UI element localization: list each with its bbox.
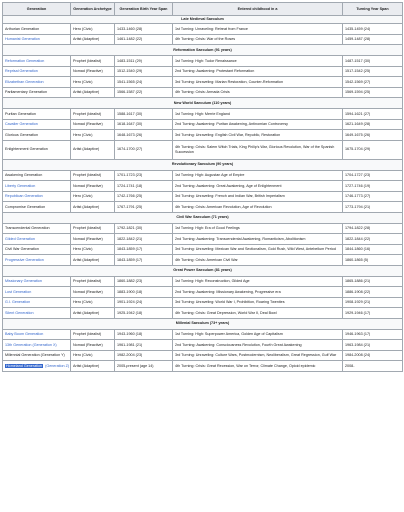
generation-row <box>3 87 403 98</box>
birth-year-span: 1618-1647 (30) <box>115 119 173 130</box>
generation-row <box>3 329 403 340</box>
saeculum-title: Civil War Saeculum (71 years) <box>3 212 403 223</box>
turning-year-span: 1946-1963 (17) <box>343 329 403 340</box>
entered-childhood: 1st Turning: Unraveling: Retreat from France <box>173 24 343 35</box>
saeculum-title: Late Medieval Saeculum <box>3 16 403 24</box>
entered-childhood: 3rd Turning: Unraveling: Culture Wars, Postmodernism, Neoliberalism, Great Regression, Gulf War <box>173 350 343 361</box>
entered-childhood: 1st Turning: High: Merrie England <box>173 109 343 120</box>
saeculum-title: Reformation Saeculum (91 years) <box>3 45 403 56</box>
header-generation[interactable]: Generation <box>3 3 71 16</box>
entered-childhood: 1st Turning: High: Superpower America, Golden Age of Capitalism <box>173 329 343 340</box>
turning-year-span: 1865-1886 (21) <box>343 276 403 287</box>
generation-archetype: Hero (Civic) <box>71 24 115 35</box>
generation-row <box>3 361 403 372</box>
generation-name: Awakening Generation <box>3 170 71 181</box>
generations-table-container <box>2 2 402 372</box>
birth-year-span: 1541-1565 (24) <box>115 77 173 88</box>
entered-childhood: 4th Turning: Crisis: Great Depression, World War II, Deal Bowl <box>173 308 343 319</box>
generation-archetype: Nomad (Reactive) <box>71 181 115 192</box>
entered-childhood: 2nd Turning: Awakening: Puritan Awakening, Antinomian Controversy <box>173 119 343 130</box>
turning-year-span: 1963-1984 (21) <box>343 340 403 351</box>
birth-year-span: 1860-1882 (23) <box>115 276 173 287</box>
generation-archetype: Artist (Adaptive) <box>71 361 115 372</box>
birth-year-span: 1648-1673 (26) <box>115 130 173 141</box>
generations-table <box>2 2 403 372</box>
entered-childhood: 3rd Turning: Unraveling: French and Indian War, British Imperialism <box>173 191 343 202</box>
birth-year-span: 1461-1482 (22) <box>115 34 173 45</box>
entered-childhood: 4th Turning: Crisis: Great Recession, War on Terror, Climate Change, Opioid epidemic <box>173 361 343 372</box>
selected-text-highlight[interactable]: Homeland Generation <box>6 363 43 368</box>
generation-name[interactable]: Liberty Generation <box>3 181 71 192</box>
generation-name: Arthurian Generation <box>3 24 71 35</box>
generation-row <box>3 140 403 159</box>
generation-name: Compromise Generation <box>3 202 71 213</box>
birth-year-span: 1742-1766 (25) <box>115 191 173 202</box>
saeculum-title: Great Power Saeculum (81 years) <box>3 265 403 276</box>
generation-row <box>3 255 403 266</box>
birth-year-span: 1792-1821 (30) <box>115 223 173 234</box>
turning-year-span: 1984-2008 (24) <box>343 350 403 361</box>
header-archetype[interactable]: Generation Archetype <box>71 3 115 16</box>
entered-childhood: 2nd Turning: Awakening: Consciousness Revolution, Fourth Great Awakening <box>173 340 343 351</box>
generation-archetype: Hero (Civic) <box>71 130 115 141</box>
saeculum-row <box>3 45 403 56</box>
generation-archetype: Artist (Adaptive) <box>71 255 115 266</box>
generation-archetype: Nomad (Reactive) <box>71 66 115 77</box>
generation-archetype: Hero (Civic) <box>71 77 115 88</box>
generation-name[interactable]: Gilded Generation <box>3 234 71 245</box>
turning-year-span: 1542-1569 (27) <box>343 77 403 88</box>
generation-row <box>3 77 403 88</box>
generation-archetype: Prophet (Idealist) <box>71 329 115 340</box>
generation-archetype: Hero (Civic) <box>71 244 115 255</box>
table-header <box>3 3 403 16</box>
generation-name[interactable]: G.I. Generation <box>3 297 71 308</box>
entered-childhood: 4th Turning: Crisis: American Revolution, Age of Revolution <box>173 202 343 213</box>
generation-archetype: Hero (Civic) <box>71 191 115 202</box>
generation-name[interactable]: 13th Generation (Generation X) <box>3 340 71 351</box>
generation-archetype: Nomad (Reactive) <box>71 234 115 245</box>
generation-row <box>3 34 403 45</box>
generation-name: Puritan Generation <box>3 109 71 120</box>
generation-archetype: Prophet (Idealist) <box>71 109 115 120</box>
generation-name[interactable]: Humanist Generation <box>3 34 71 45</box>
header-turning-span[interactable]: Turning Year Span <box>343 3 403 16</box>
turning-year-span: 2008- <box>343 361 403 372</box>
entered-childhood: 2nd Turning: Awakening: Transcendental Awakening, Romanticism, Abolitionism <box>173 234 343 245</box>
generation-row <box>3 350 403 361</box>
generation-row <box>3 66 403 77</box>
turning-year-span: 1860-1865 (5) <box>343 255 403 266</box>
birth-year-span: 1724-1741 (18) <box>115 181 173 192</box>
birth-year-span: 1982-2004 (23) <box>115 350 173 361</box>
entered-childhood: 2nd Turning: Awakening: Missionary Awakening, Progressive era <box>173 287 343 298</box>
generation-archetype: Nomad (Reactive) <box>71 287 115 298</box>
generation-row <box>3 181 403 192</box>
generation-name: Enlightenment Generation <box>3 140 71 159</box>
entered-childhood: 3rd Turning: Unraveling: English Civil War, Republic, Restoration <box>173 130 343 141</box>
entered-childhood: 3rd Turning: Unraveling: Mexican War and Sectionalism, Gold Rush, Wild West, Antebellum Period <box>173 244 343 255</box>
generation-row <box>3 119 403 130</box>
generation-archetype: Artist (Adaptive) <box>71 308 115 319</box>
generation-name[interactable]: Progressive Generation <box>3 255 71 266</box>
birth-year-span: 1767-1791 (25) <box>115 202 173 213</box>
generation-archetype: Artist (Adaptive) <box>71 87 115 98</box>
table-body <box>3 16 403 372</box>
header-entered-childhood[interactable]: Entered childhood in a <box>173 3 343 16</box>
entered-childhood: 1st Turning: High: Augustan Age of Empire <box>173 170 343 181</box>
entered-childhood: 2nd Turning: Awakening: Protestant Reformation <box>173 66 343 77</box>
generation-row <box>3 170 403 181</box>
turning-year-span: 1746-1773 (27) <box>343 191 403 202</box>
turning-year-span: 1929-1946 (17) <box>343 308 403 319</box>
entered-childhood: 1st Turning: High: Tudor Renaissance <box>173 56 343 67</box>
turning-year-span: 1621-1649 (28) <box>343 119 403 130</box>
generation-row <box>3 191 403 202</box>
entered-childhood: 3rd Turning: Unraveling: Marian Restoration, Counter-Reformation <box>173 77 343 88</box>
turning-year-span: 1487-1517 (30) <box>343 56 403 67</box>
birth-year-span: 1822-1842 (21) <box>115 234 173 245</box>
generation-archetype: Hero (Civic) <box>71 297 115 308</box>
generation-name[interactable]: Silent Generation <box>3 308 71 319</box>
generation-name[interactable]: Reformation Generation <box>3 56 71 67</box>
entered-childhood: 4th Turning: Crisis: American Civil War <box>173 255 343 266</box>
birth-year-span: 1943-1960 (18) <box>115 329 173 340</box>
generation-name-suffix: (Generation Z) <box>44 363 70 368</box>
generation-name[interactable]: Cavalier Generation <box>3 119 71 130</box>
generation-name[interactable]: Missionary Generation <box>3 276 71 287</box>
generation-name: Parliamentary Generation <box>3 87 71 98</box>
turning-year-span: 1704-1727 (23) <box>343 170 403 181</box>
generation-archetype: Prophet (Idealist) <box>71 276 115 287</box>
turning-year-span: 1908-1929 (21) <box>343 297 403 308</box>
generation-row <box>3 287 403 298</box>
generation-row <box>3 276 403 287</box>
generation-row <box>3 308 403 319</box>
turning-year-span: 1435-1459 (24) <box>343 24 403 35</box>
birth-year-span: 1883-1900 (18) <box>115 287 173 298</box>
entered-childhood: 3rd Turning: Unraveling: World War I, Prohibition, Roaring Twenties <box>173 297 343 308</box>
birth-year-span: 1512-1540 (29) <box>115 66 173 77</box>
birth-year-span: 1843-1859 (17) <box>115 244 173 255</box>
birth-year-span: 1566-1587 (22) <box>115 87 173 98</box>
generation-archetype: Nomad (Reactive) <box>71 119 115 130</box>
turning-year-span: 1675-1704 (29) <box>343 140 403 159</box>
header-birth-span[interactable]: Generation Birth Year Span <box>115 3 173 16</box>
generation-archetype: Prophet (Idealist) <box>71 56 115 67</box>
generation-archetype: Artist (Adaptive) <box>71 202 115 213</box>
turning-year-span: 1727-1746 (19) <box>343 181 403 192</box>
turning-year-span: 1649-1675 (26) <box>343 130 403 141</box>
entered-childhood: 4th Turning: Crisis: Salem Witch Trials, King Philip's War, Glorious Revolution, War of the Spanish Succession <box>173 140 343 159</box>
turning-year-span: 1569-1594 (25) <box>343 87 403 98</box>
generation-row <box>3 297 403 308</box>
birth-year-span: 1701-1723 (23) <box>115 170 173 181</box>
generation-name[interactable]: Elizabethan Generation <box>3 77 71 88</box>
generation-row <box>3 340 403 351</box>
generation-name: Civil War Generation <box>3 244 71 255</box>
birth-year-span: 1674-1700 (27) <box>115 140 173 159</box>
generation-row <box>3 24 403 35</box>
entered-childhood: 1st Turning: High: Reconstruction, Gilded Age <box>173 276 343 287</box>
saeculum-title: Millenial Saeculum (73+ years) <box>3 318 403 329</box>
generation-row <box>3 244 403 255</box>
saeculum-row <box>3 16 403 24</box>
generation-row <box>3 202 403 213</box>
turning-year-span: 1459-1487 (28) <box>343 34 403 45</box>
birth-year-span: 1588-1617 (30) <box>115 109 173 120</box>
generation-name: Glorious Generation <box>3 130 71 141</box>
generation-name: Transcendental Generation <box>3 223 71 234</box>
saeculum-row <box>3 265 403 276</box>
generation-row <box>3 130 403 141</box>
entered-childhood: 4th Turning: Crisis: War of the Roses <box>173 34 343 45</box>
generation-archetype: Artist (Adaptive) <box>71 140 115 159</box>
birth-year-span: 2005-present (age 14) <box>115 361 173 372</box>
generation-archetype: Hero (Civic) <box>71 350 115 361</box>
entered-childhood: 2nd Turning: Awakening: Great Awakening, Age of Enlightenment <box>173 181 343 192</box>
birth-year-span: 1433-1460 (28) <box>115 24 173 35</box>
generation-name: Millennial Generation (Generation Y) <box>3 350 71 361</box>
birth-year-span: 1925-1942 (18) <box>115 308 173 319</box>
generation-row <box>3 56 403 67</box>
generation-row <box>3 109 403 120</box>
generation-archetype: Prophet (Idealist) <box>71 223 115 234</box>
generation-name[interactable]: Baby Boom Generation <box>3 329 71 340</box>
birth-year-span: 1483-1511 (29) <box>115 56 173 67</box>
turning-year-span: 1517-1542 (25) <box>343 66 403 77</box>
generation-name[interactable]: Reprisal Generation <box>3 66 71 77</box>
saeculum-row <box>3 159 403 170</box>
saeculum-row <box>3 212 403 223</box>
birth-year-span: 1901-1924 (24) <box>115 297 173 308</box>
generation-name[interactable]: Republican Generation <box>3 191 71 202</box>
generation-archetype: Prophet (Idealist) <box>71 170 115 181</box>
turning-year-span: 1822-1844 (22) <box>343 234 403 245</box>
turning-year-span: 1773-1794 (21) <box>343 202 403 213</box>
entered-childhood: 1st Turning: High: Era of Good Feelings <box>173 223 343 234</box>
generation-name[interactable] <box>3 361 71 372</box>
entered-childhood: 4th Turning: Crisis: Armada Crisis <box>173 87 343 98</box>
saeculum-row <box>3 318 403 329</box>
generation-row <box>3 223 403 234</box>
turning-year-span: 1844-1860 (16) <box>343 244 403 255</box>
saeculum-title: New World Saeculum (110 years) <box>3 98 403 109</box>
generation-row <box>3 234 403 245</box>
turning-year-span: 1594-1621 (27) <box>343 109 403 120</box>
generation-archetype: Nomad (Reactive) <box>71 340 115 351</box>
saeculum-row <box>3 98 403 109</box>
generation-name[interactable]: Lost Generation <box>3 287 71 298</box>
birth-year-span: 1843-1859 (17) <box>115 255 173 266</box>
turning-year-span: 1886-1908 (22) <box>343 287 403 298</box>
saeculum-title: Revolutionary Saeculum (90 years) <box>3 159 403 170</box>
generation-archetype: Artist (Adaptive) <box>71 34 115 45</box>
birth-year-span: 1961-1981 (21) <box>115 340 173 351</box>
turning-year-span: 1794-1822 (28) <box>343 223 403 234</box>
